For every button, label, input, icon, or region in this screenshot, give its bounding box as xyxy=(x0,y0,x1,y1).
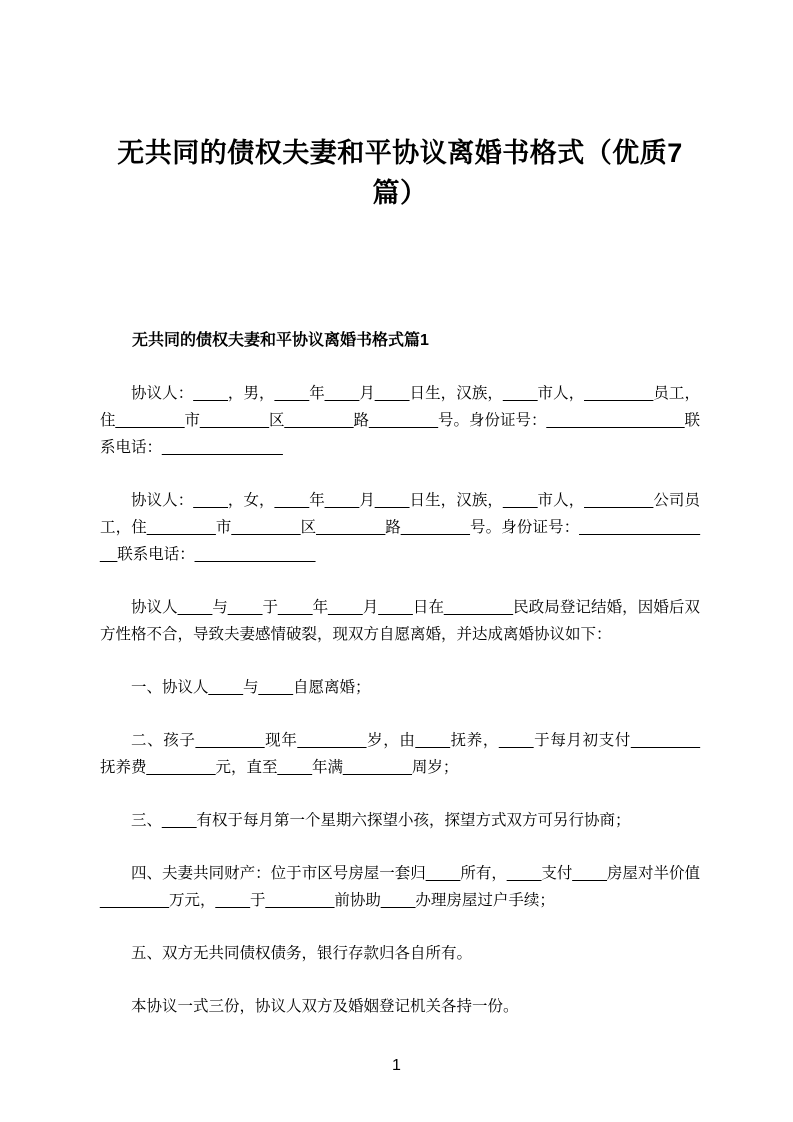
paragraph-marriage-intro: 协议人____与____于____年____月____日在________民政局登记结婚，因婚后双方性格不合，导致夫妻感情破裂，现双方自愿离婚，并达成离婚协议如下： xyxy=(100,599,700,643)
paragraph-clause-1: 一、协议人____与____自愿离婚； xyxy=(131,679,371,696)
paragraph-clause-2: 二、孩子________现年________岁，由____抚养，____于每月初支付________抚养费________元，直至____年满________周岁； xyxy=(100,732,700,776)
section-heading: 无共同的债权夫妻和平协议离婚书格式篇1 xyxy=(132,332,429,349)
paragraph-copies: 本协议一式三份，协议人双方及婚姻登记机关各持一份。 xyxy=(131,998,519,1015)
paragraph-party-b: 协议人：____，女，____年____月____日生，汉族，____市人，________公司员工，住________市________区________路________号。身份证号：________________联系电话：______________ xyxy=(100,492,700,563)
paragraph-clause-3: 三、____有权于每月第一个星期六探望小孩，探望方式双方可另行协商； xyxy=(131,812,631,829)
paragraph-clause-4: 四、夫妻共同财产：位于市区号房屋一套归____所有，____支付____房屋对半价值________万元，____于________前协助____办理房屋过户手续； xyxy=(100,865,700,909)
paragraph-clause-5: 五、双方无共同债权债务，银行存款归各自所有。 xyxy=(131,945,473,962)
page-number: 1 xyxy=(392,1057,401,1074)
document-title: 无共同的债权夫妻和平协议离婚书格式（优质7篇） xyxy=(117,138,683,208)
paragraph-party-a: 协议人：____，男，____年____月____日生，汉族，____市人，________员工，住________市________区________路________号。身份证号：________________联系电话：______________ xyxy=(100,385,700,456)
